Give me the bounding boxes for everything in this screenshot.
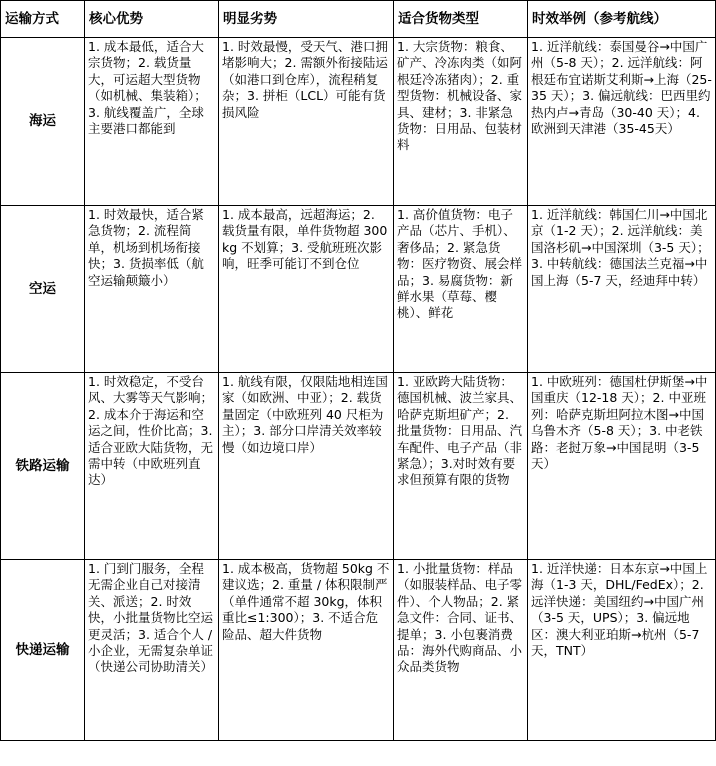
table-row-express (1, 560, 716, 741)
row-cargo: 1. 高价值货物：电子产品（芯片、手机）、奢侈品；2. 紧急货物：医疗物资、展会样品；3. 易腐货物：新鲜水果（草莓、樱桃）、鲜花 (394, 206, 528, 373)
header-suitable-cargo: 适合货物类型 (394, 1, 528, 38)
row-cargo: 1. 大宗货物：粮食、矿产、冷冻肉类（如阿根廷冷冻猪肉）；2. 重型货物：机械设备、家具、建材；3. 非紧急货物：日用品、包装材料 (394, 38, 528, 206)
row-timing: 1. 近洋航线：泰国曼谷→中国广州（5-8 天）；2. 远洋航线：阿根廷布宜诺斯艾利斯→上海（25-35 天）；3. 偏远航线：巴西里约热内卢→青岛（30-40 天）；4.欧洲到天津港（35-45天） (528, 38, 716, 206)
row-advantages: 1. 门到门服务，全程无需企业自己对接清关、派送；2. 时效快，小批量货物比空运更灵活；3. 适合个人 / 小企业，无需复杂单证（快递公司协助清关） (85, 560, 219, 741)
row-disadvantages: 1. 成本极高，货物超 50kg 不建议选；2. 重量 / 体积限制严（单件通常不超 30kg，体积重比≤1:300）；3. 不适合危险品、超大件货物 (219, 560, 394, 741)
row-mode: 快递运输 (1, 560, 85, 741)
row-disadvantages: 1. 时效最慢，受天气、港口拥堵影响大；2. 需额外衔接陆运（如港口到仓库），流程稍复杂；3. 拼柜（LCL）可能有货损风险 (219, 38, 394, 206)
header-disadvantages: 明显劣势 (219, 1, 394, 38)
row-timing: 1. 中欧班列：德国杜伊斯堡→中国重庆（12-18 天）；2. 中亚班列：哈萨克斯坦阿拉木图→中国乌鲁木齐（5-8 天）；3. 中老铁路：老挝万象→中国昆明（3-5 天） (528, 373, 716, 560)
table-row-rail (1, 373, 716, 560)
table-row-sea (1, 38, 716, 206)
row-advantages: 1. 时效最快，适合紧急货物；2. 流程简单，机场到机场衔接快；3. 货损率低（航空运输颠簸小） (85, 206, 219, 373)
row-mode: 空运 (1, 206, 85, 373)
table-row-air (1, 206, 716, 373)
row-mode: 海运 (1, 38, 85, 206)
row-disadvantages: 1. 成本最高，远超海运；2. 载货量有限，单件货物超 300kg 不划算；3. 受航班班次影响，旺季可能订不到仓位 (219, 206, 394, 373)
header-transport-mode: 运输方式 (1, 1, 85, 38)
row-disadvantages: 1. 航线有限，仅限陆地相连国家（如欧洲、中亚）；2. 载货量固定（中欧班列 40 尺柜为主）；3. 部分口岸清关效率较慢（如边境口岸） (219, 373, 394, 560)
header-timing-examples: 时效举例（参考航线） (528, 1, 716, 38)
header-core-advantages: 核心优势 (85, 1, 219, 38)
row-mode: 铁路运输 (1, 373, 85, 560)
row-cargo: 1. 亚欧跨大陆货物：德国机械、波兰家具、哈萨克斯坦矿产；2. 批量货物：日用品、汽车配件、电子产品（非紧急）；3.对时效有要求但预算有限的货物 (394, 373, 528, 560)
row-timing: 1. 近洋航线：韩国仁川→中国北京（1-2 天）；2. 远洋航线：美国洛杉矶→中国深圳（3-5 天）；3. 中转航线：德国法兰克福→中国上海（5-7 天，经迪拜中转） (528, 206, 716, 373)
row-timing: 1. 近洋快递：日本东京→中国上海（1-3 天，DHL/FedEx）；2. 远洋快递：美国纽约→中国广州（3-5 天，UPS）；3. 偏远地区：澳大利亚珀斯→杭州（5-7 天，TNT） (528, 560, 716, 741)
row-cargo: 1. 小批量货物：样品（如服装样品、电子零件）、个人物品；2. 紧急文件：合同、证书、提单；3. 小包裹消费品：海外代购商品、小众品类货物 (394, 560, 528, 741)
row-advantages: 1. 时效稳定，不受台风、大雾等天气影响；2. 成本介于海运和空运之间，性价比高；3. 适合亚欧大陆货物，无需中转（中欧班列直达） (85, 373, 219, 560)
header-row (1, 1, 716, 38)
row-advantages: 1. 成本最低，适合大宗货物；2. 载货量大，可运超大型货物（如机械、集装箱）；3. 航线覆盖广，全球主要港口都能到 (85, 38, 219, 206)
